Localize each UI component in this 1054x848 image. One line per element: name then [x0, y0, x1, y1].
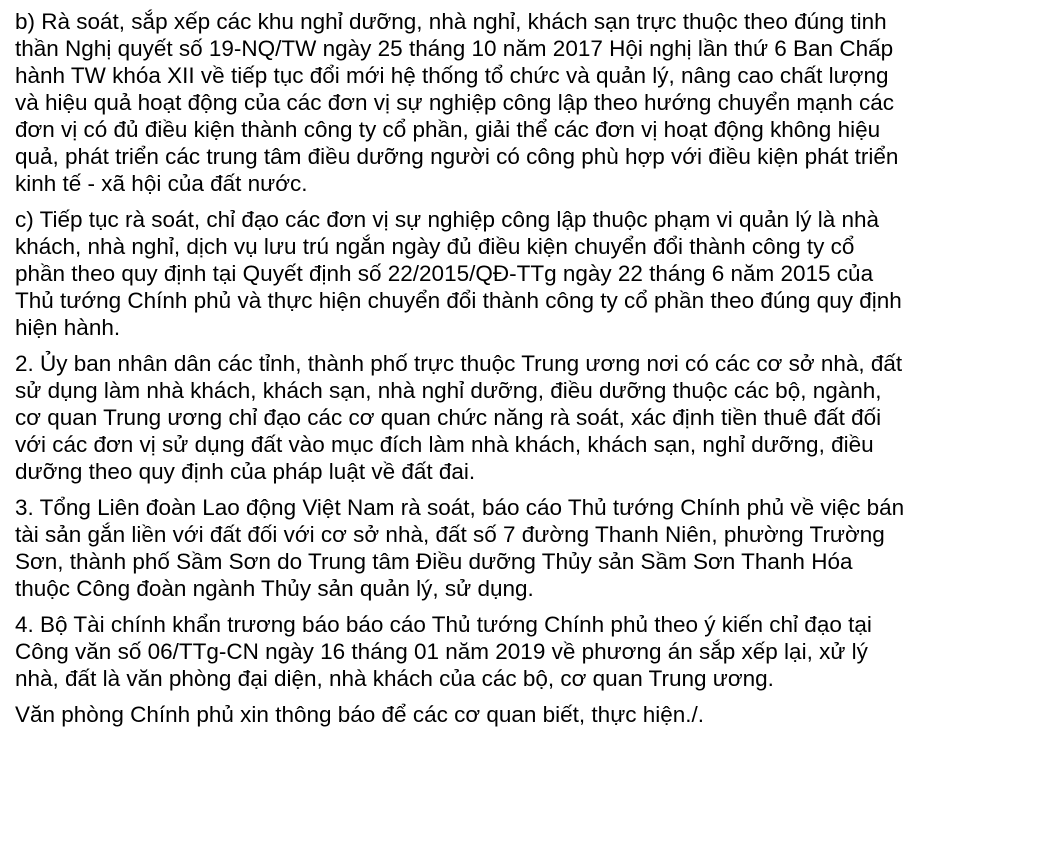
paragraph-spacer	[15, 341, 1054, 350]
text-line: và hiệu quả hoạt động của các đơn vị sự nghiệp công lập theo hướng chuyển mạnh các	[15, 90, 894, 115]
text-line: phần theo quy định tại Quyết định số 22/2015/QĐ-TTg ngày 22 tháng 6 năm 2015 của	[15, 261, 874, 286]
text-line: 4. Bộ Tài chính khẩn trương báo báo cáo Thủ tướng Chính phủ theo ý kiến chỉ đạo tại	[15, 612, 872, 637]
text-line: khách, nhà nghỉ, dịch vụ lưu trú ngắn ngày đủ điều kiện chuyển đổi thành công ty cổ	[15, 234, 855, 259]
text-line: quả, phát triển các trung tâm điều dưỡng người có công phù hợp với điều kiện phát triển	[15, 144, 899, 169]
paragraph-closing	[15, 701, 1054, 728]
text-line: tài sản gắn liền với đất đối với cơ sở nhà, đất số 7 đường Thanh Niên, phường Trường	[15, 522, 885, 547]
text-line: Thủ tướng Chính phủ và thực hiện chuyển đổi thành công ty cổ phần theo đúng quy định	[15, 288, 902, 313]
text-line: đơn vị có đủ điều kiện thành công ty cổ phần, giải thể các đơn vị hoạt động không hiệu	[15, 117, 881, 142]
text-line: với các đơn vị sử dụng đất vào mục đích làm nhà khách, khách sạn, nghỉ dưỡng, điều	[15, 432, 874, 457]
text-line: Sơn, thành phố Sầm Sơn do Trung tâm Điều dưỡng Thủy sản Sầm Sơn Thanh Hóa	[15, 549, 853, 574]
paragraph-spacer	[15, 692, 1054, 701]
text-line: Công văn số 06/TTg-CN ngày 16 tháng 01 năm 2019 về phương án sắp xếp lại, xử lý	[15, 639, 868, 664]
text-line: nhà, đất là văn phòng đại diện, nhà khách của các bộ, cơ quan Trung ương.	[15, 666, 774, 691]
text-line: thuộc Công đoàn ngành Thủy sản quản lý, sử dụng.	[15, 576, 534, 601]
text-line: hiện hành.	[15, 315, 121, 340]
text-line: 2. Ủy ban nhân dân các tỉnh, thành phố trực thuộc Trung ương nơi có các cơ sở nhà, đất	[15, 351, 903, 376]
text-line: kinh tế - xã hội của đất nước.	[15, 171, 308, 196]
paragraph-spacer	[15, 485, 1054, 494]
document-body	[15, 8, 1054, 848]
text-line: b) Rà soát, sắp xếp các khu nghỉ dưỡng, nhà nghỉ, khách sạn trực thuộc theo đúng tinh	[15, 9, 887, 34]
text-line: 3. Tổng Liên đoàn Lao động Việt Nam rà soát, báo cáo Thủ tướng Chính phủ về việc bán	[15, 495, 905, 520]
paragraph-2	[15, 350, 1054, 485]
paragraph-spacer	[15, 197, 1054, 206]
paragraph-4	[15, 611, 1054, 692]
text-line: cơ quan Trung ương chỉ đạo các cơ quan chức năng rà soát, xác định tiền thuê đất đối	[15, 405, 882, 430]
paragraph-spacer	[15, 602, 1054, 611]
text-line: Văn phòng Chính phủ xin thông báo để các cơ quan biết, thực hiện./.	[15, 702, 705, 727]
paragraph-c	[15, 206, 1054, 341]
text-line: c) Tiếp tục rà soát, chỉ đạo các đơn vị sự nghiệp công lập thuộc phạm vi quản lý là nhà	[15, 207, 880, 232]
paragraph-3	[15, 494, 1054, 602]
text-line: hành TW khóa XII về tiếp tục đổi mới hệ thống tổ chức và quản lý, nâng cao chất lượng	[15, 63, 889, 88]
text-line: sử dụng làm nhà khách, khách sạn, nhà nghỉ dưỡng, điều dưỡng thuộc các bộ, ngành,	[15, 378, 882, 403]
text-line: dưỡng theo quy định của pháp luật về đất đai.	[15, 459, 476, 484]
text-line: thần Nghị quyết số 19-NQ/TW ngày 25 tháng 10 năm 2017 Hội nghị lần thứ 6 Ban Chấp	[15, 36, 894, 61]
paragraph-b	[15, 8, 1054, 197]
